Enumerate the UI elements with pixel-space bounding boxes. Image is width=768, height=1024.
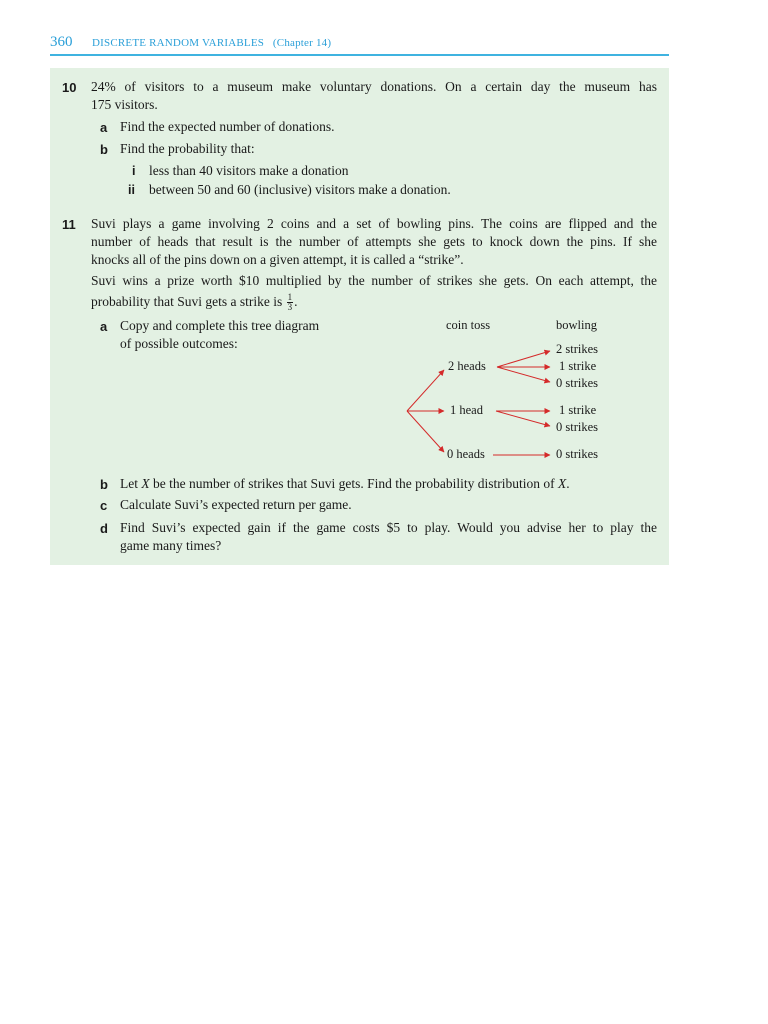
tree-coin-2-heads: 2 heads xyxy=(448,359,486,373)
question-11-stem-line5 xyxy=(91,293,297,312)
question-11-stem-line1: Suvi plays a game involving 2 coins and a set of bowling pins. The coins are flipped and the xyxy=(91,216,657,231)
question-11-stem-line3: knocks all of the pins down on a given attempt, it is called a “strike”. xyxy=(91,252,464,267)
part-b-pre: Let xyxy=(120,476,138,491)
part-b-post: . xyxy=(566,476,570,491)
question-10-part-b-i-text: less than 40 visitors make a donation xyxy=(149,163,349,178)
branch-root-0-heads xyxy=(407,411,444,452)
running-title xyxy=(92,37,331,49)
question-10-part-b-i-label: i xyxy=(132,164,136,178)
tree-bowling-2h-2-strikes: 2 strikes xyxy=(556,342,599,356)
question-11-part-d-line1: Find Suvi’s expected gain if the game costs $5 to play. Would you advise her to play the xyxy=(120,520,657,535)
tree-bowling-2h-1-strike: 1 strike xyxy=(559,359,597,373)
fraction-denominator: 3 xyxy=(287,302,293,313)
question-11-part-d-label: d xyxy=(100,521,108,536)
fraction-numerator: 1 xyxy=(287,292,293,303)
chapter-label: (Chapter 14) xyxy=(272,37,332,49)
question-10-part-b-text: Find the probability that: xyxy=(120,141,255,156)
question-11-stem-line2: number of heads that result is the number of attempts she gets to knock down the pins. If she xyxy=(91,234,657,249)
question-11-part-c-label: c xyxy=(100,498,108,513)
question-11-part-a-line1: Copy and complete this tree diagram xyxy=(120,318,320,333)
strike-probability-fraction xyxy=(287,293,294,312)
tree-header-bowling: bowling xyxy=(556,318,597,332)
strike-probability-text: probability that Suvi gets a strike is xyxy=(91,294,283,309)
variable-x-2: X xyxy=(557,476,567,491)
branch-2-heads-0-strikes xyxy=(497,367,550,382)
tree-coin-0-heads: 0 heads xyxy=(447,447,485,461)
question-10-part-b-label: b xyxy=(100,142,108,157)
question-11-part-a-line2: of possible outcomes: xyxy=(120,336,238,351)
tree-bowling-0h-0-strikes: 0 strikes xyxy=(556,447,599,461)
variable-x-1: X xyxy=(141,476,150,491)
question-11-part-b-text xyxy=(120,475,570,493)
question-10-number: 10 xyxy=(62,80,77,95)
tree-branches xyxy=(400,316,610,466)
question-10-stem-line1: 24% of visitors to a museum make voluntary donations. On a certain day the museum has xyxy=(91,79,657,94)
question-11-part-b-label: b xyxy=(100,477,108,492)
tree-coin-1-head: 1 head xyxy=(450,403,483,417)
question-11-part-a-label: a xyxy=(100,319,108,334)
tree-diagram xyxy=(400,316,610,466)
question-10-part-a-label: a xyxy=(100,120,108,135)
tree-bowling-1h-0-strikes: 0 strikes xyxy=(556,420,599,434)
question-10-part-b-ii-text: between 50 and 60 (inclusive) visitors make a donation. xyxy=(149,182,451,197)
page-header xyxy=(50,34,669,56)
page-number: 360 xyxy=(50,34,73,50)
question-10-part-a-text: Find the expected number of donations. xyxy=(120,119,335,134)
question-11-part-c-text: Calculate Suvi’s expected return per game. xyxy=(120,497,352,512)
question-11-number: 11 xyxy=(62,217,76,232)
tree-bowling-1h-1-strike: 1 strike xyxy=(559,403,597,417)
sentence-period: . xyxy=(294,294,298,309)
branch-root-2-heads xyxy=(407,370,444,411)
branch-2-heads-2-strikes xyxy=(497,351,550,367)
part-b-mid: be the number of strikes that Suvi gets. Find the probability distribution of xyxy=(153,476,555,491)
branch-1-head-0-strikes xyxy=(496,411,550,426)
question-11-part-d-line2: game many times? xyxy=(120,538,222,553)
question-11-stem-line4: Suvi wins a prize worth $10 multiplied by the number of strikes she gets. On each attempt, the xyxy=(91,273,657,288)
running-title-text: DISCRETE RANDOM VARIABLES xyxy=(92,37,265,49)
tree-bowling-2h-0-strikes: 0 strikes xyxy=(556,376,599,390)
tree-header-coin-toss: coin toss xyxy=(446,318,491,332)
question-10-part-b-ii-label: ii xyxy=(128,183,135,197)
question-10-stem-line2: 175 visitors. xyxy=(91,97,158,112)
